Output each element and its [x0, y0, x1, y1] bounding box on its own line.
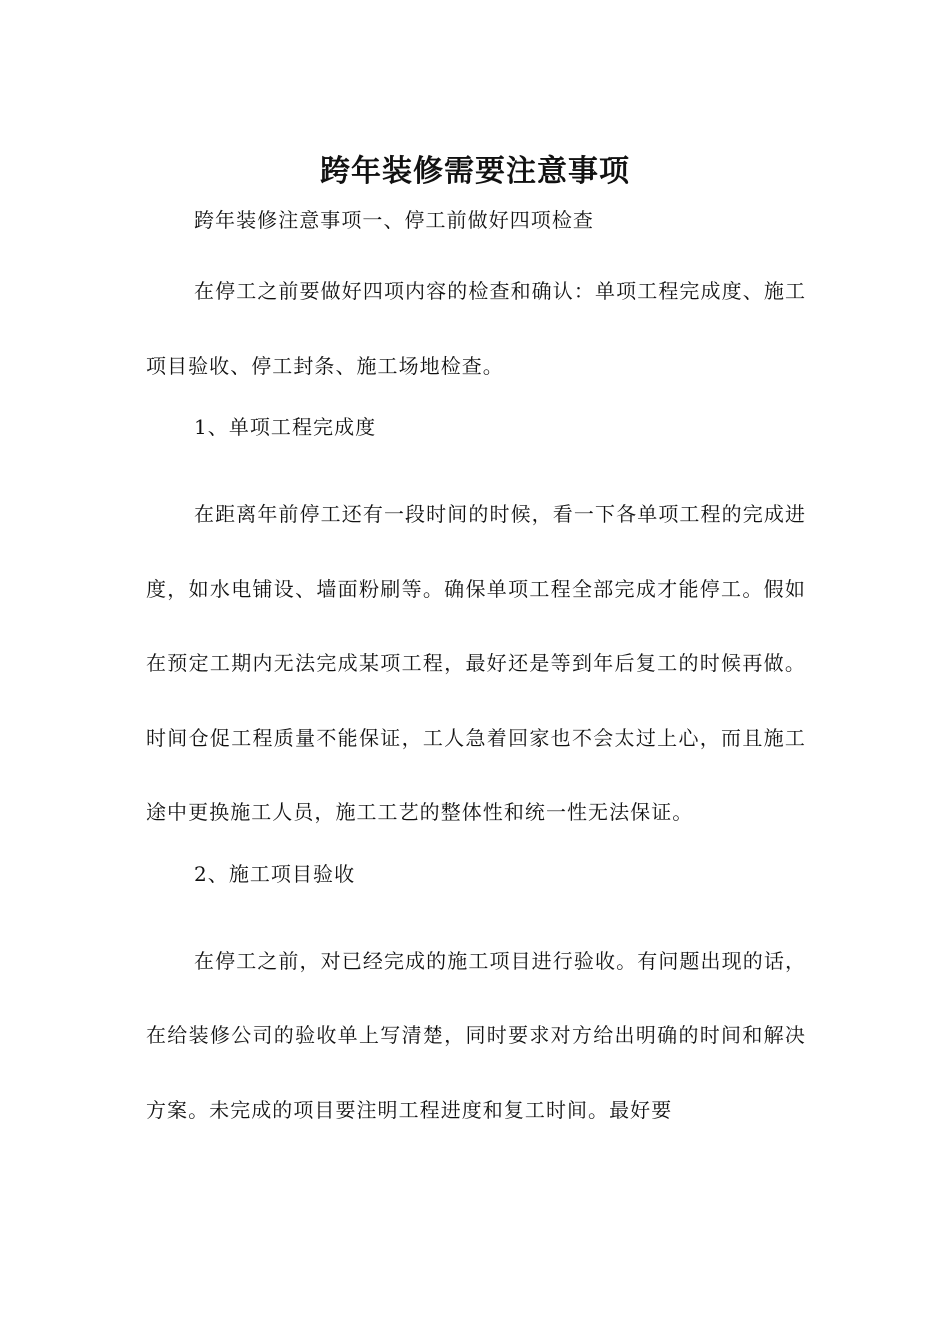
body-paragraph: 在停工之前，对已经完成的施工项目进行验收。有问题出现的话，在给装修公司的验收单上写清楚，同时要求对方给出明确的时间和解决方案。未完成的项目要注明工程进度和复工时间。最好要 — [146, 948, 806, 1122]
document-body — [146, 196, 806, 1147]
subsection-heading: 1、单项工程完成度 — [194, 415, 377, 439]
section-heading: 跨年装修注意事项一、停工前做好四项检查 — [194, 208, 594, 232]
body-paragraph: 在停工之前要做好四项内容的检查和确认：单项工程完成度、施工项目验收、停工封条、施工场地检查。 — [146, 279, 806, 378]
subsection-heading: 2、施工项目验收 — [194, 861, 356, 886]
document-title: 跨年装修需要注意事项 — [320, 154, 630, 190]
body-paragraph: 在距离年前停工还有一段时间的时候，看一下各单项工程的完成进度，如水电铺设、墙面粉刷等。确保单项工程全部完成才能停工。假如在预定工期内无法完成某项工程，最好还是等到年后复工的时候再做。时间仓促工程质量不能保证，工人急着回家也不会太过上心，而且施工途中更换施工人员，施工工艺的整体性和统一性无法保证。 — [146, 502, 806, 824]
